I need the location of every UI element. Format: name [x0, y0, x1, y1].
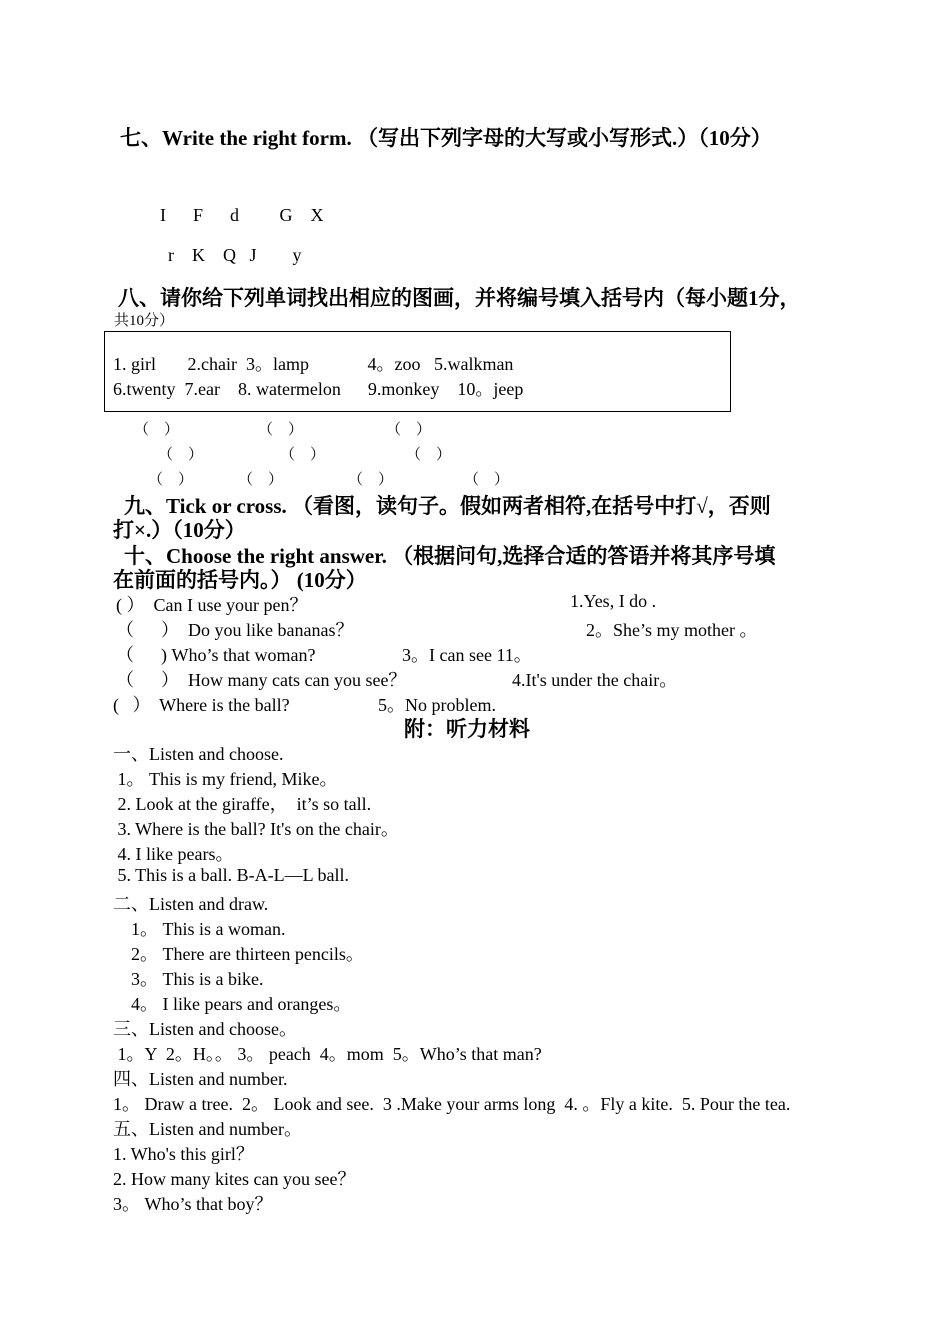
answer-bracket[interactable]: （ ） [134, 422, 180, 438]
answer-option-1: 1.Yes, I do . [570, 591, 657, 611]
appendix-line: 二、Listen and draw. [113, 894, 269, 914]
answer-bracket[interactable]: （ ） [464, 472, 510, 488]
appendix-line: 4. I like pears。 [113, 844, 234, 864]
appendix-line: 3。 This is a bike. [113, 969, 264, 989]
section8-heading: 八、请你给下列单词找出相应的图画，并将编号填入括号内（每小题1分， [118, 286, 801, 310]
question-4: （ ） How many cats can you see？ [116, 670, 407, 690]
letters-row-2: r K Q J y [168, 245, 302, 265]
appendix-line: 1。Y 2。H。。 3。 peach 4。mom 5。Who’s that man? [113, 1044, 542, 1064]
appendix-line: 1。 Draw a tree. 2。 Look and see. 3 .Make your arms long 4. 。Fly a kite. 5. Pour the tea. [113, 1094, 791, 1114]
section9-heading-cont: 打×.）（10分） [113, 518, 246, 542]
letters-row-1: I F d G X [160, 205, 324, 225]
appendix-line: 2。 There are thirteen pencils。 [113, 944, 364, 964]
answer-bracket[interactable]: （ ） [158, 447, 204, 463]
appendix-line: 五、Listen and number。 [113, 1119, 302, 1139]
answer-bracket[interactable]: （ ） [280, 447, 326, 463]
appendix-line: 三、Listen and choose。 [113, 1019, 297, 1039]
appendix-line: 3. Where is the ball? It's on the chair。 [113, 819, 399, 839]
answer-bracket[interactable]: （ ） [406, 447, 452, 463]
word-list-line-2: 6.twenty 7.ear 8. watermelon 9.monkey 10。jeep [113, 379, 524, 399]
question-2: （ ） Do you like bananas？ [116, 620, 354, 640]
answer-option-2: 2。She’s my mother 。 [586, 620, 758, 640]
appendix-line: 3。 Who’s that boy？ [113, 1194, 273, 1214]
appendix-line: 一、Listen and choose. [113, 744, 284, 764]
appendix-line: 1。 This is a woman. [113, 919, 286, 939]
section10-heading: 十、Choose the right answer. （根据问句,选择合适的答语并将其序号填 [124, 544, 776, 568]
appendix-line: 四、Listen and number. [113, 1069, 288, 1089]
appendix-line: 5. This is a ball. B-A-L—L ball. [113, 865, 349, 885]
appendix-line: 1。 This is my friend, Mike。 [113, 769, 338, 789]
appendix-line: 1. Who's this girl？ [113, 1144, 254, 1164]
appendix-line: 2. Look at the giraffe， it’s so tall. [113, 794, 372, 814]
question-3: （ ) Who’s that woman? [116, 645, 316, 665]
appendix-title: 附：听力材料 [404, 717, 530, 741]
answer-option-5: 5。No problem. [378, 695, 496, 715]
word-list-line-1: 1. girl 2.chair 3。lamp 4。zoo 5.walkman [113, 354, 514, 374]
question-5: ( ） Where is the ball? [113, 695, 290, 715]
appendix-line: 4。 I like pears and oranges。 [113, 994, 352, 1014]
section9-heading: 九、Tick or cross. （看图，读句子。假如两者相符,在括号中打√，否则 [124, 494, 771, 518]
answer-bracket[interactable]: （ ） [148, 472, 194, 488]
section10-heading-cont: 在前面的括号内。） (10分） [113, 568, 367, 592]
answer-bracket[interactable]: （ ） [348, 472, 394, 488]
section8-heading-cont: 共10分） [114, 313, 175, 329]
answer-option-4: 4.It's under the chair。 [512, 670, 678, 690]
answer-bracket[interactable]: （ ） [386, 422, 432, 438]
answer-option-3: 3。I can see 11。 [402, 645, 532, 665]
answer-bracket[interactable]: （ ） [238, 472, 284, 488]
appendix-line: 2. How many kites can you see？ [113, 1169, 356, 1189]
section7-heading: 七、Write the right form. （写出下列字母的大写或小写形式.）（10分） [120, 126, 772, 150]
question-1: ( ） Can I use your pen？ [116, 595, 308, 615]
answer-bracket[interactable]: （ ） [258, 422, 304, 438]
